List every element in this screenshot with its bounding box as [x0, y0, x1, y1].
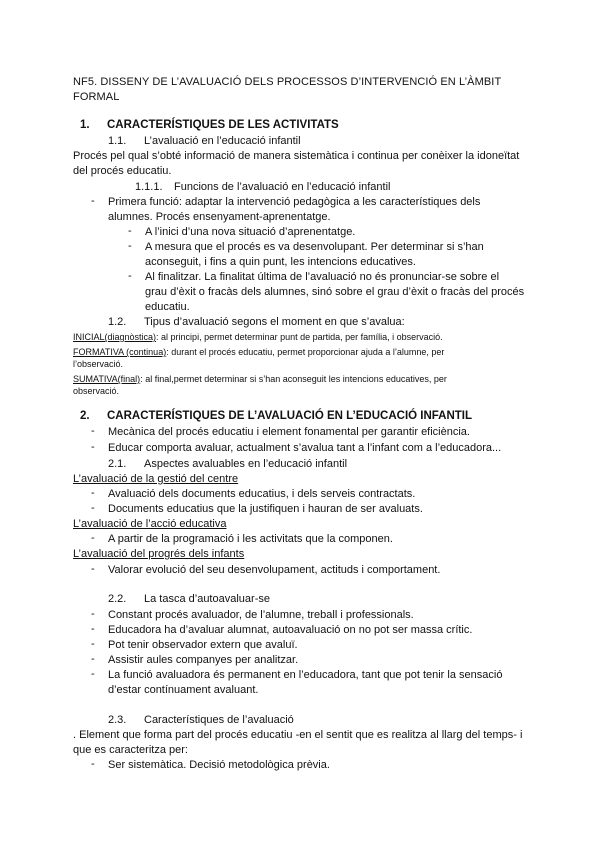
sub-bullet-text: educatiu. — [145, 301, 190, 313]
section-2-heading: CARACTERÍSTIQUES DE L’AVALUACIÓ EN L’EDUCACIÓ INFANTIL — [107, 410, 473, 422]
bullet-text: Primera funció: adaptar la intervenció pedagògica a les característiques dels — [108, 196, 481, 208]
paragraph-line: que es caracteritza per: — [73, 744, 188, 756]
bullet-text: Assistir aules companyes per analitzar. — [108, 654, 299, 666]
bullet-dash: - — [91, 487, 95, 499]
bullet-dash: - — [91, 758, 95, 770]
bullet-text: alumnes. Procés ensenyament-aprenentatge. — [108, 211, 331, 223]
doc-title-line1: NF5. DISSENY DE L’AVALUACIÓ DELS PROCESSOS D’INTERVENCIÓ EN L’ÀMBIT — [73, 76, 502, 88]
bullet-dash: - — [91, 608, 95, 620]
bullet-dash: - — [91, 638, 95, 650]
section-1-heading: CARACTERÍSTIQUES DE LES ACTIVITATS — [107, 119, 339, 131]
bullet-dash: - — [91, 653, 95, 665]
bullet-text: d’estar contínuament avaluant. — [108, 684, 259, 696]
sub-bullet-text: aconseguit, i fins a quin punt, les intencions educatives. — [145, 256, 416, 268]
sub-bullet-text: A mesura que el procés es va desenvolupant. Per determinar si s’han — [145, 241, 484, 253]
bullet-text: A partir de la programació i les activitats que la componen. — [108, 533, 393, 545]
subsection-2-3-title: Característiques de l’avaluació — [144, 714, 294, 726]
bullet-text: La funció avaluadora és permanent en l’educadora, tant que pot tenir la sensació — [108, 669, 503, 681]
subsection-2-1-title: Aspectes avaluables en l’educació infantil — [144, 458, 348, 470]
paragraph-line: del procés educatiu. — [73, 165, 172, 177]
accio-heading: L’avaluació de l’acció educativa — [73, 518, 227, 530]
type-sumativa-cont: observació. — [73, 386, 120, 396]
bullet-dash: - — [91, 195, 95, 207]
sub-bullet-dash: - — [128, 270, 132, 282]
bullet-dash: - — [91, 441, 95, 453]
subsection-1-2-title: Tipus d’avaluació segons el moment en que s’avalua: — [144, 316, 405, 328]
paragraph-line: . Element que forma part del procés educatiu -en el sentit que es realitza al llarg del temps- i — [73, 729, 523, 741]
bullet-dash: - — [91, 532, 95, 544]
bullet-text: Avaluació dels documents educatius, i dels serveis contractats. — [108, 488, 416, 500]
sub-bullet-text: grau d’èxit o fracàs dels alumnes, sinó sobre el grau d’èxit o fracàs del procés — [145, 286, 525, 298]
subsection-1-1-1-number: 1.1.1. — [135, 181, 163, 193]
subsection-2-2-title: La tasca d’autoavaluar-se — [144, 593, 270, 605]
type-sumativa-text: : al final,permet determinar si s’han aconseguit les intencions educatives, per — [140, 374, 447, 384]
bullet-text: Constant procés avaluador, de l’alumne, treball i professionals. — [108, 609, 414, 621]
bullet-text: Mecànica del procés educatiu i element fonamental per garantir eficiència. — [108, 426, 470, 438]
bullet-dash: - — [91, 563, 95, 575]
subsection-1-1-title: L’avaluació en l’educació infantil — [144, 135, 301, 147]
subsection-2-1-number: 2.1. — [108, 458, 127, 470]
bullet-text: Documents educatius que la justifiquen i hauran de ser avaluats. — [108, 503, 423, 515]
sub-bullet-text: Al finalitzar. La finalitat última de l’avaluació no és pronunciar-se sobre el — [145, 271, 500, 283]
subsection-1-1-number: 1.1. — [108, 135, 127, 147]
section-1-number: 1. — [80, 119, 90, 131]
paragraph-line: Procés pel qual s’obté informació de manera sistemàtica i continua per conèixer la idoneïtat — [73, 150, 520, 162]
bullet-dash: - — [91, 668, 95, 680]
section-2-number: 2. — [80, 410, 90, 422]
bullet-text: Educar comporta avaluar, actualment s’avalua tant a l’infant com a l’educadora... — [108, 442, 502, 454]
type-formativa-label: FORMATIVA (continua) — [73, 347, 167, 357]
subsection-1-2-number: 1.2. — [108, 316, 127, 328]
sub-bullet-text: A l’inici d’una nova situació d’aprenentatge. — [145, 226, 356, 238]
type-inicial-text: : al principi, permet determinar punt de partida, per família, i observació. — [156, 332, 443, 342]
subsection-2-3-number: 2.3. — [108, 714, 127, 726]
bullet-text: Ser sistemàtica. Decisió metodològica prèvia. — [108, 759, 330, 771]
bullet-text: Educadora ha d’avaluar alumnat, autoavaluació on no pot ser massa crític. — [108, 624, 473, 636]
gestio-heading: L’avaluació de la gestió del centre — [73, 473, 239, 485]
type-formativa-cont: l’observació. — [73, 359, 124, 369]
subsection-1-1-1-title: Funcions de l’avaluació en l’educació infantil — [174, 181, 391, 193]
subsection-2-2-number: 2.2. — [108, 593, 127, 605]
doc-title-line2: FORMAL — [73, 91, 120, 103]
type-formativa — [73, 346, 444, 358]
type-inicial-label: INICIAL(diagnòstica) — [73, 332, 157, 342]
progres-heading: L’avaluació del progrés dels infants — [73, 548, 245, 560]
type-sumativa — [73, 373, 447, 385]
sub-bullet-dash: - — [128, 240, 132, 252]
bullet-text: Valorar evolució del seu desenvolupament, actituds i comportament. — [108, 564, 441, 576]
sub-bullet-dash: - — [128, 225, 132, 237]
type-sumativa-label: SUMATIVA(final) — [73, 374, 141, 384]
type-inicial — [73, 331, 443, 343]
bullet-text: Pot tenir observador extern que avaluï. — [108, 639, 298, 651]
bullet-dash: - — [91, 502, 95, 514]
type-formativa-text: : durant el procés educatiu, permet proporcionar ajuda a l’alumne, per — [166, 347, 445, 357]
bullet-dash: - — [91, 623, 95, 635]
bullet-dash: - — [91, 425, 95, 437]
